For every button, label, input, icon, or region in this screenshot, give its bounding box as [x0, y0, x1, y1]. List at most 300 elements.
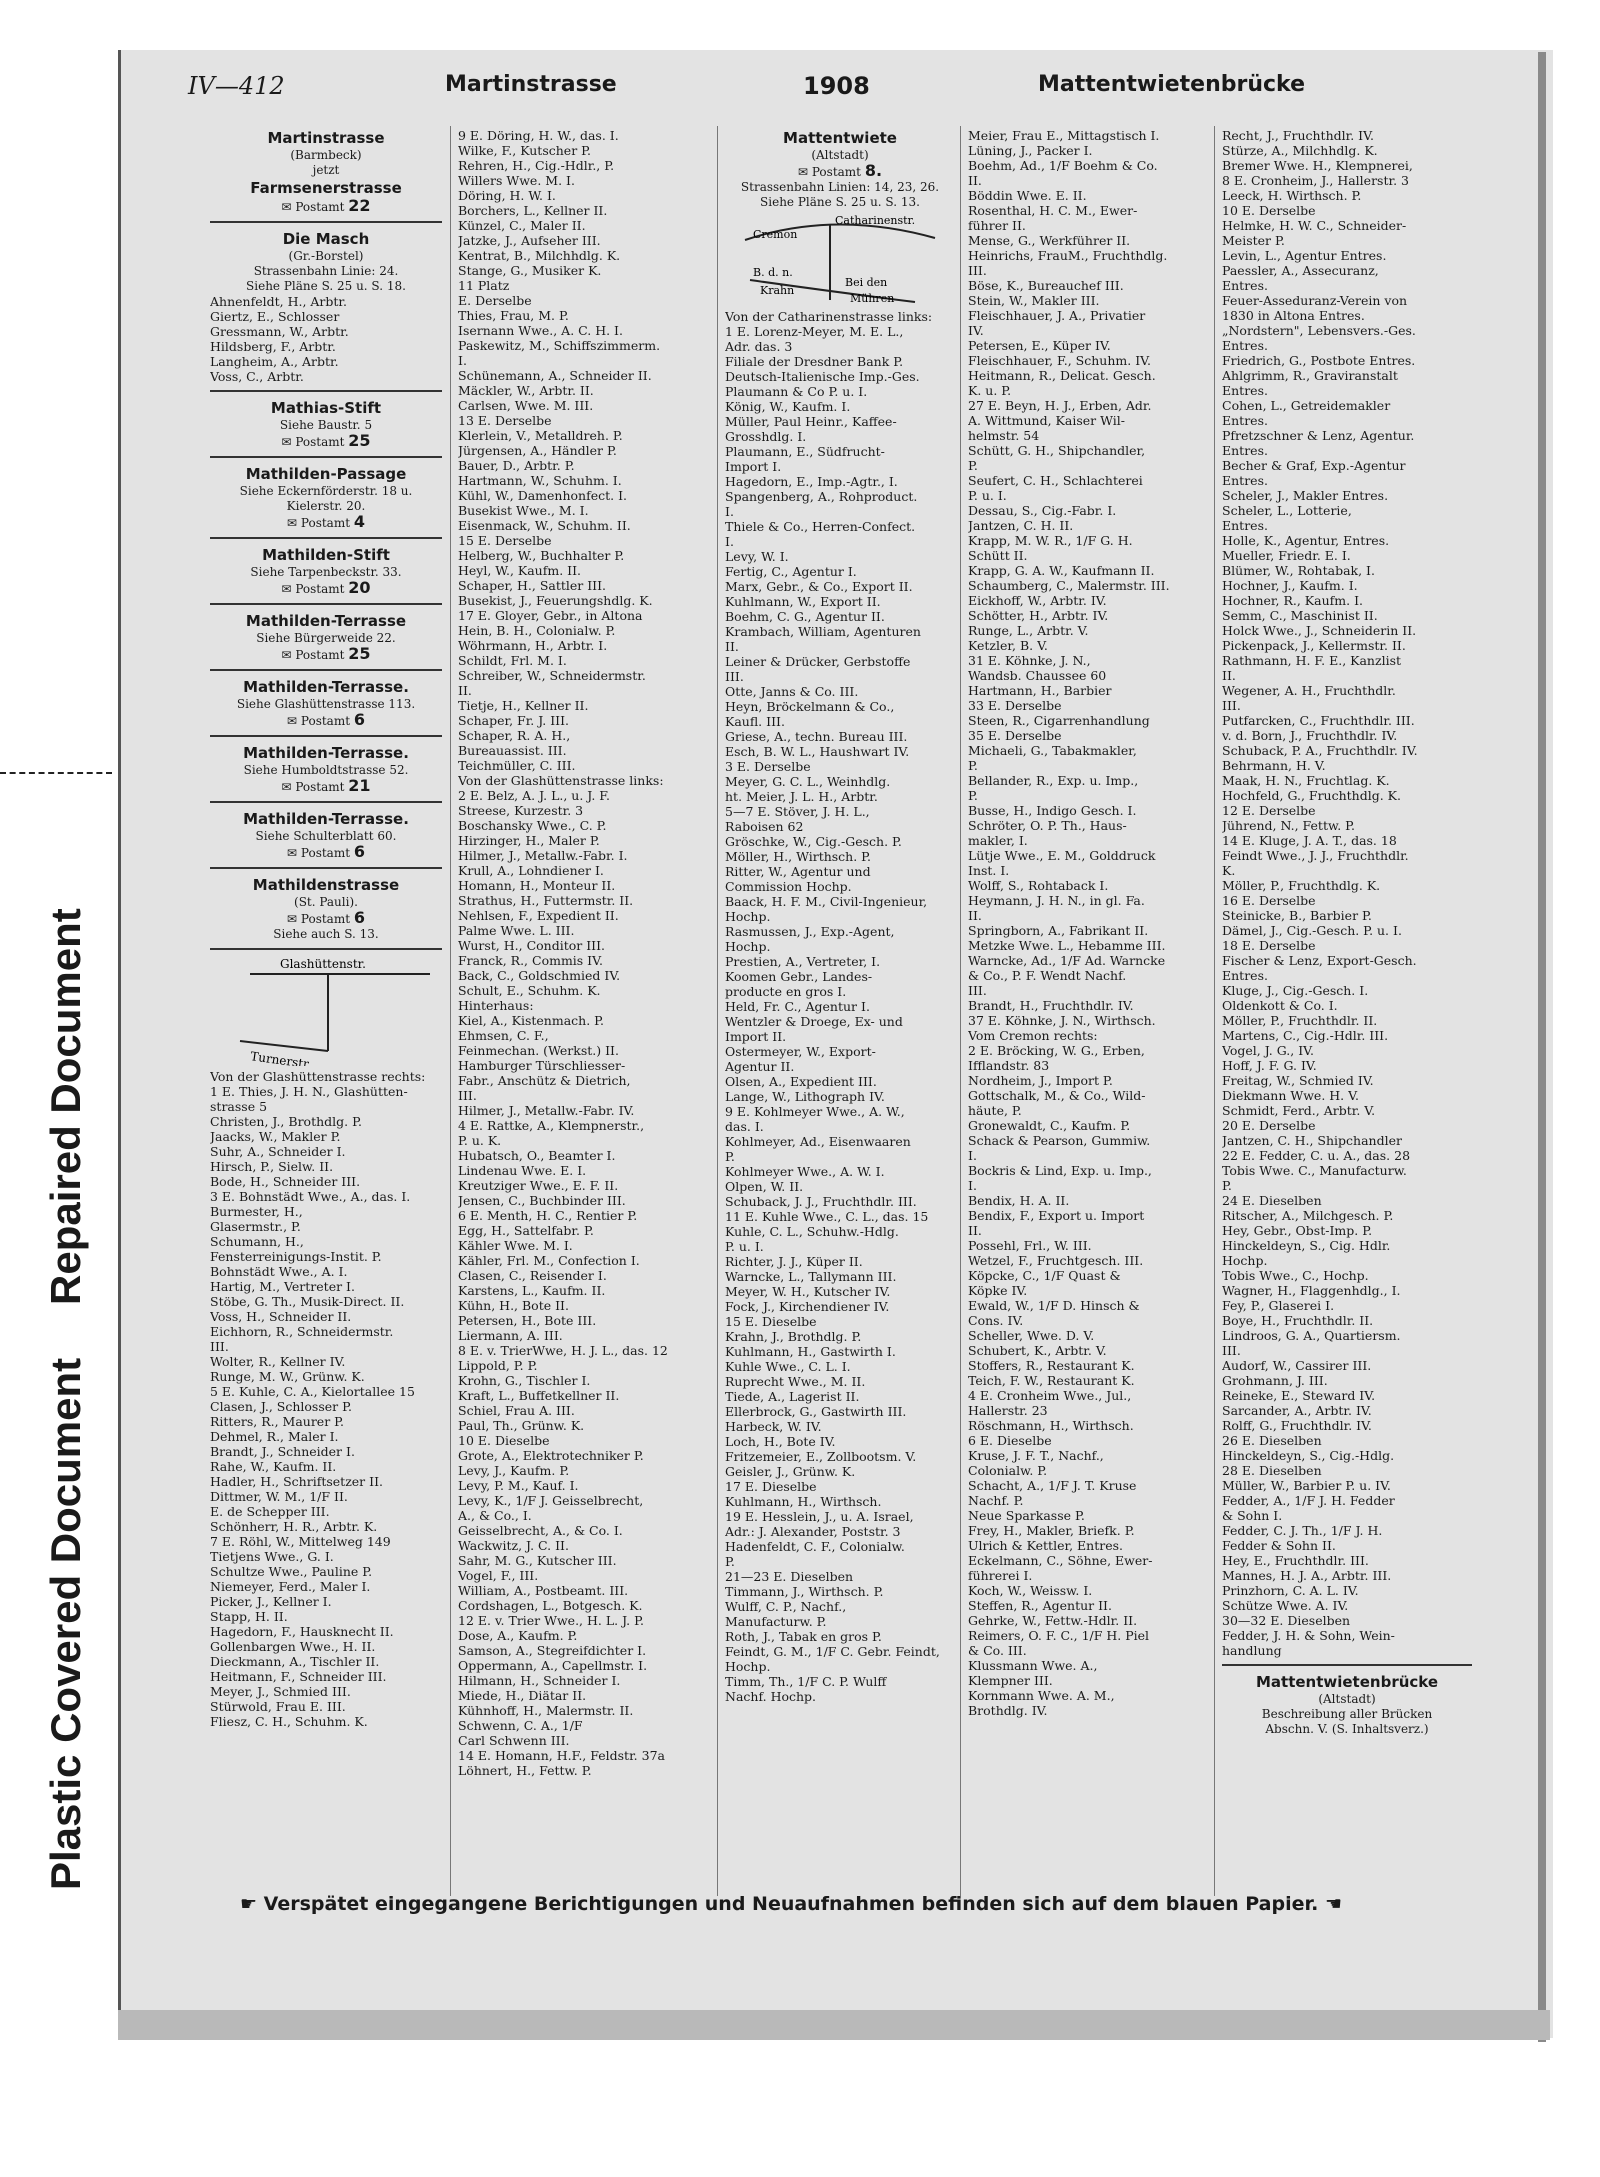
directory-line: Bohnstädt Wwe., A. I.: [210, 1264, 348, 1279]
directory-line: II.: [968, 908, 982, 923]
directory-line: Hochp.: [725, 939, 771, 954]
directory-line: Schuback, P. A., Fruchthdlr. IV.: [1222, 743, 1418, 758]
residents-list: [210, 1069, 442, 1729]
directory-line: 19 E. Hesslein, J., u. A. Israel,: [725, 1509, 914, 1524]
directory-line: Entres.: [1222, 338, 1268, 353]
street-title: Mathilden-Terrasse.: [243, 810, 409, 828]
postamt: [210, 910, 442, 927]
postamt: [210, 646, 442, 663]
postamt: [210, 514, 442, 531]
directory-line: Boehm, Ad., 1/F Boehm & Co.: [968, 158, 1158, 173]
directory-line: Klerlein, V., Metalldreh. P.: [458, 428, 623, 443]
directory-line: Mannes, H. J. A., Arbtr. III.: [1222, 1568, 1392, 1583]
street-title: Martinstrasse: [267, 129, 385, 147]
directory-line: Timm, Th., 1/F C. P. Wulff: [725, 1674, 887, 1689]
directory-line: Deutsch-Italienische Imp.-Ges.: [725, 369, 920, 384]
map-label: Cremon: [753, 228, 798, 241]
directory-line: Egg, H., Sattelfabr. P.: [458, 1223, 594, 1238]
street-title: Mattentwietenbrücke: [1255, 1673, 1439, 1691]
map-street-label: Turnerstr.: [249, 1049, 313, 1066]
directory-line: Nordheim, J., Import P.: [968, 1073, 1113, 1088]
directory-line: Grosshdlg. I.: [725, 429, 807, 444]
street-title: Farmsenerstrasse: [250, 179, 402, 197]
directory-line: Olpen, W. II.: [725, 1179, 804, 1194]
directory-line: Scheller, Wwe. D. V.: [968, 1328, 1095, 1343]
directory-line: Schildt, Frl. M. I.: [458, 653, 567, 668]
directory-line: Schünemann, A., Schneider II.: [458, 368, 652, 383]
directory-line: Blümer, W., Rohtabak, I.: [1222, 563, 1375, 578]
directory-line: 2 E. Bröcking, W. G., Erben,: [968, 1043, 1145, 1058]
directory-line: Heinrichs, FrauM., Fruchthdlg.: [968, 248, 1168, 263]
envelope-icon: ✉: [287, 912, 301, 926]
directory-line: Lindenau Wwe. E. I.: [458, 1163, 587, 1178]
directory-line: Pickenpack, J., Kellermstr. II.: [1222, 638, 1406, 653]
directory-line: Jantzen, C. H., Shipchandler: [1222, 1133, 1402, 1148]
postamt-number: 20: [348, 578, 371, 597]
directory-line: Rosenthal, H. C. M., Ewer-: [968, 203, 1138, 218]
postamt-number: 25: [348, 431, 371, 450]
map-label: Mühren: [850, 292, 895, 305]
directory-line: Nehlsen, F., Expedient II.: [458, 908, 619, 923]
directory-line: Möller, P., Fruchthdlg. K.: [1222, 878, 1381, 893]
directory-line: Samson, A., Stegreifdichter I.: [458, 1643, 647, 1658]
directory-line: Mense, G., Werkführer II.: [968, 233, 1131, 248]
column-2: [458, 128, 710, 1778]
column-3: [725, 128, 955, 1704]
directory-line: Scheler, L., Lotterie,: [1222, 503, 1352, 518]
directory-line: Strathus, H., Futtermstr. II.: [458, 893, 634, 908]
directory-line: Colonialw. P.: [968, 1463, 1048, 1478]
street-title: Mathilden-Terrasse.: [243, 678, 409, 696]
directory-line: P. u. I.: [725, 1239, 764, 1254]
directory-line: III.: [458, 1088, 477, 1103]
directory-line: Holck Wwe., J., Schneiderin II.: [1222, 623, 1417, 638]
directory-line: Kaufl. III.: [725, 714, 785, 729]
directory-line: Behrmann, H. V.: [1222, 758, 1326, 773]
directory-line: Prinzhorn, C. A. L. IV.: [1222, 1583, 1359, 1598]
directory-line: Tobis Wwe., C., Hochp.: [1222, 1268, 1369, 1283]
directory-line: Schiel, Frau A. III.: [458, 1403, 575, 1418]
directory-line: 11 Platz: [458, 278, 510, 293]
directory-line: Levin, L., Agentur Entres.: [1222, 248, 1387, 263]
directory-line: Jantzen, C. H. II.: [968, 518, 1074, 533]
footer-note: ☛ Verspätet eingegangene Berichtigungen und Neuaufnahmen befinden sich auf dem blauen Papier. ☚: [240, 1893, 1343, 1915]
directory-line: Feindt, G. M., 1/F C. Gebr. Feindt,: [725, 1644, 940, 1659]
directory-line: Kuhle Wwe., C. L. I.: [725, 1359, 851, 1374]
directory-line: Schütze Wwe. A. IV.: [1222, 1598, 1349, 1613]
directory-line: Jaacks, W., Makler P.: [210, 1129, 341, 1144]
directory-line: 18 E. Derselbe: [1222, 938, 1316, 953]
directory-line: handlung: [1222, 1643, 1282, 1658]
directory-line: Gollenbargen Wwe., H. II.: [210, 1639, 376, 1654]
directory-line: K. u. P.: [968, 383, 1012, 398]
directory-line: Bremer Wwe. H., Klempnerei,: [1222, 158, 1413, 173]
directory-line: Levy, K., 1/F J. Geisselbrecht,: [458, 1493, 644, 1508]
map-label: Bei den: [845, 276, 888, 289]
directory-line: Gottschalk, M., & Co., Wild-: [968, 1088, 1146, 1103]
divider: [210, 735, 442, 737]
street-note: Siehe Humboldtstrasse 52.: [243, 763, 409, 777]
directory-line: A., & Co., I.: [458, 1508, 532, 1523]
directory-line: 6 E. Menth, H. C., Rentier P.: [458, 1208, 638, 1223]
directory-line: P.: [968, 758, 978, 773]
directory-line: Giertz, E., Schlosser: [210, 309, 340, 324]
directory-line: Gronewaldt, C., Kaufm. P.: [968, 1118, 1131, 1133]
directory-line: Heymann, J. H. N., in gl. Fa.: [968, 893, 1145, 908]
directory-line: Ewald, W., 1/F D. Hinsch &: [968, 1298, 1140, 1313]
directory-line: Oldenkott & Co. I.: [1222, 998, 1338, 1013]
postamt-number: 25: [348, 644, 371, 663]
directory-line: 24 E. Dieselben: [1222, 1193, 1322, 1208]
directory-line: Paessler, A., Assecuranz,: [1222, 263, 1379, 278]
column-divider: [450, 126, 451, 1896]
postamt: [210, 433, 442, 450]
directory-line: Back, C., Goldschmied IV.: [458, 968, 621, 983]
directory-line: Thiele & Co., Herren-Confect.: [725, 519, 916, 534]
directory-line: Cohen, L., Getreidemakler: [1222, 398, 1391, 413]
directory-line: Koch, W., Weissw. I.: [968, 1583, 1093, 1598]
directory-line: III.: [1222, 698, 1241, 713]
directory-line: Rathmann, H. F. E., Kanzlist: [1222, 653, 1402, 668]
directory-line: Hochner, R., Kaufm. I.: [1222, 593, 1363, 608]
directory-line: Kohlmeyer, Ad., Eisenwaaren: [725, 1134, 911, 1149]
postamt-number: 22: [348, 196, 371, 215]
directory-line: 17 E. Gloyer, Gebr., in Altona: [458, 608, 643, 623]
directory-line: 10 E. Derselbe: [1222, 203, 1316, 218]
directory-line: A. Wittmund, Kaiser Wil-: [968, 413, 1125, 428]
directory-line: Boehm, C. G., Agentur II.: [725, 609, 885, 624]
directory-line: Hirsch, P., Sielw. II.: [210, 1159, 334, 1174]
divider: [210, 867, 442, 869]
postamt-number: 6: [353, 908, 365, 927]
directory-line: Fedder, A., 1/F J. H. Fedder: [1222, 1493, 1395, 1508]
directory-line: Schütt, G. H., Shipchandler,: [968, 443, 1146, 458]
directory-line: 1 E. Thies, J. H. N., Glashütten-: [210, 1084, 408, 1099]
directory-line: Fabr., Anschütz & Dietrich,: [458, 1073, 631, 1088]
directory-line: Tobis Wwe. C., Manufacturw.: [1222, 1163, 1407, 1178]
directory-line: Hein, B. H., Colonialw. P.: [458, 623, 616, 638]
directory-line: 1 E. Lorenz-Meyer, M. E. L.,: [725, 324, 904, 339]
directory-line: führerei I.: [968, 1568, 1033, 1583]
directory-line: 37 E. Köhnke, J. N., Wirthsch.: [968, 1013, 1156, 1028]
map-street-label: Glashüttenstr.: [280, 957, 366, 971]
postamt-number: 4: [353, 512, 365, 531]
directory-line: E. Derselbe: [458, 293, 532, 308]
directory-line: Christen, J., Brothdlg. P.: [210, 1114, 362, 1129]
street-note: (St. Pauli).: [294, 895, 358, 909]
directory-line: Marx, Gebr., & Co., Export II.: [725, 579, 913, 594]
directory-line: Kluge, J., Cig.-Gesch. I.: [1222, 983, 1369, 998]
postamt-label: Postamt: [300, 912, 351, 926]
directory-line: III.: [1222, 1343, 1241, 1358]
postamt-label: Postamt: [295, 200, 345, 214]
directory-line: Levy, J., Kaufm. P.: [458, 1463, 570, 1478]
directory-line: Hey, Gebr., Obst-Imp. P.: [1222, 1223, 1373, 1238]
directory-line: William, A., Postbeamt. III.: [458, 1583, 629, 1598]
directory-line: Levy, W. I.: [725, 549, 789, 564]
directory-line: Spangenberg, A., Rohproduct.: [725, 489, 918, 504]
directory-line: Eichhorn, R., Schneidermstr.: [210, 1324, 394, 1339]
directory-line: Paskewitz, M., Schiffszimmerm.: [458, 338, 661, 353]
directory-line: Jürgensen, A., Händler P.: [458, 443, 617, 458]
left-running-head: Martinstrasse: [445, 72, 617, 97]
directory-line: Loch, H., Bote IV.: [725, 1434, 836, 1449]
directory-line: Meyer, J., Schmied III.: [210, 1684, 351, 1699]
directory-line: Dose, A., Kaufm. P.: [458, 1628, 578, 1643]
directory-line: Schult, E., Schuhm. K.: [458, 983, 601, 998]
directory-line: Fedder, J. H. & Sohn, Wein-: [1222, 1628, 1395, 1643]
directory-line: & Co., P. F. Wendt Nachf.: [968, 968, 1127, 983]
directory-line: Tietje, H., Kellner II.: [458, 698, 589, 713]
directory-line: Wurst, H., Conditor III.: [458, 938, 605, 953]
pointing-hand-icon: ☛: [240, 1893, 258, 1915]
directory-line: Thies, Frau, M. P.: [458, 308, 569, 323]
street-note: Siehe Bürgerweide 22.: [256, 631, 396, 645]
directory-line: 20 E. Derselbe: [1222, 1118, 1316, 1133]
directory-line: Kraft, L., Buffetkellner II.: [458, 1388, 620, 1403]
postamt: [210, 778, 442, 795]
directory-line: Meyer, W. H., Kutscher IV.: [725, 1284, 891, 1299]
directory-line: Kohlmeyer Wwe., A. W. I.: [725, 1164, 885, 1179]
directory-line: das. I.: [725, 1119, 764, 1134]
directory-line: Ahlgrimm, R., Graviranstalt: [1222, 368, 1398, 383]
directory-line: 9 E. Döring, H. W., das. I.: [458, 128, 619, 143]
directory-line: Miede, H., Diätar II.: [458, 1688, 587, 1703]
directory-line: Von der Catharinenstrasse links:: [725, 309, 933, 324]
directory-line: Carlsen, Wwe. M. III.: [458, 398, 594, 413]
directory-line: Stöbe, G. Th., Musik-Direct. II.: [210, 1294, 405, 1309]
directory-line: Schaper, H., Sattler III.: [458, 578, 607, 593]
directory-line: Adr.: J. Alexander, Poststr. 3: [725, 1524, 901, 1539]
divider: [210, 221, 442, 223]
directory-line: Möller, P., Fruchthdlr. II.: [1222, 1013, 1378, 1028]
street-title: Mathilden-Terrasse.: [243, 744, 409, 762]
directory-line: Krapp, M. W. R., 1/F G. H.: [968, 533, 1133, 548]
directory-line: 33 E. Derselbe: [968, 698, 1062, 713]
directory-line: 22 E. Fedder, C. u. A., das. 28: [1222, 1148, 1411, 1163]
directory-line: Wentzler & Droege, Ex- und: [725, 1014, 903, 1029]
directory-line: Frey, H., Makler, Briefk. P.: [968, 1523, 1135, 1538]
directory-line: Commission Hochp.: [725, 879, 852, 894]
directory-line: Döring, H. W. I.: [458, 188, 556, 203]
postamt-label: Postamt: [295, 435, 345, 449]
directory-line: I.: [725, 534, 734, 549]
directory-line: Inst. I.: [968, 863, 1010, 878]
directory-line: Stein, W., Makler III.: [968, 293, 1100, 308]
directory-line: 2 E. Belz, A. J. L., u. J. F.: [458, 788, 610, 803]
directory-line: Schaper, R. A. H.,: [458, 728, 571, 743]
directory-line: Voss, H., Schneider II.: [210, 1309, 352, 1324]
directory-line: Köpke IV.: [968, 1283, 1028, 1298]
directory-line: Burmester, H.,: [210, 1204, 303, 1219]
column-4: [968, 128, 1208, 1718]
directory-line: II.: [458, 683, 472, 698]
directory-line: Kähler, Frl. M., Confection I.: [458, 1253, 640, 1268]
directory-line: Hey, E., Fruchthdlr. III.: [1222, 1553, 1369, 1568]
directory-line: Oppermann, A., Capellmstr. I.: [458, 1658, 648, 1673]
page-number: IV—412: [188, 72, 285, 100]
directory-line: Friedrich, G., Postbote Entres.: [1222, 353, 1416, 368]
column-divider: [960, 126, 961, 1896]
directory-line: Kuhlmann, H., Wirthsch.: [725, 1494, 882, 1509]
directory-line: Fischer & Lenz, Export-Gesch.: [1222, 953, 1417, 968]
directory-line: Feindt Wwe., J. J., Fruchthdlr.: [1222, 848, 1409, 863]
directory-line: Schmidt, Ferd., Arbtr. V.: [1222, 1103, 1376, 1118]
directory-line: Hochp.: [1222, 1253, 1268, 1268]
directory-line: Böse, K., Bureauchef III.: [968, 278, 1124, 293]
divider: [210, 390, 442, 392]
directory-line: Lütje Wwe., E. M., Golddruck: [968, 848, 1156, 863]
repaired-document-label: Repaired Document: [42, 908, 89, 1305]
directory-line: Fleischhauer, F., Schuhm. IV.: [968, 353, 1151, 368]
directory-line: Sahr, M. G., Kutscher III.: [458, 1553, 617, 1568]
directory-line: Wagner, H., Flaggenhdlg., I.: [1222, 1283, 1401, 1298]
directory-line: Dittmer, W. M., 1/F II.: [210, 1489, 348, 1504]
postamt-label: Postamt: [295, 780, 345, 794]
directory-line: Entres.: [1222, 473, 1268, 488]
directory-line: P.: [1222, 1178, 1232, 1193]
directory-line: Kiel, A., Kistenmach. P.: [458, 1013, 605, 1028]
directory-line: Busse, H., Indigo Gesch. I.: [968, 803, 1137, 818]
street-title: Mathilden-Stift: [262, 546, 390, 564]
directory-line: Dessau, S., Cig.-Fabr. I.: [968, 503, 1117, 518]
directory-line: Helmke, H. W. C., Schneider-: [1222, 218, 1407, 233]
directory-line: Stürze, A., Milchhdlg. K.: [1222, 143, 1378, 158]
directory-line: Brothdlg. IV.: [968, 1703, 1048, 1718]
directory-line: Eckelmann, C., Söhne, Ewer-: [968, 1553, 1153, 1568]
district: (Altstadt): [811, 148, 869, 162]
directory-line: 14 E. Kluge, J. A. T., das. 18: [1222, 833, 1397, 848]
directory-line: Jensen, C., Buchbinder III.: [458, 1193, 626, 1208]
street-note: Siehe Pläne S. 25 u. S. 18.: [246, 279, 406, 293]
envelope-icon: ✉: [281, 200, 296, 214]
directory-line: Fock, J., Kirchendiener IV.: [725, 1299, 890, 1314]
directory-line: Meister P.: [1222, 233, 1285, 248]
directory-line: Fensterreinigungs-Instit. P.: [210, 1249, 382, 1264]
directory-line: Glasermstr., P.: [210, 1219, 301, 1234]
postamt: [210, 198, 442, 215]
directory-line: Krambach, William, Agenturen: [725, 624, 921, 639]
directory-line: Ritter, W., Agentur und: [725, 864, 871, 879]
directory-line: I.: [968, 1178, 977, 1193]
directory-line: Wetzel, F., Fruchtgesch. III.: [968, 1253, 1144, 1268]
directory-line: häute, P.: [968, 1103, 1022, 1118]
directory-line: Neue Sparkasse P.: [968, 1508, 1085, 1523]
street-title: Mattentwiete: [783, 129, 897, 147]
directory-line: helmstr. 54: [968, 428, 1040, 443]
directory-line: Geisselbrecht, A., & Co. I.: [458, 1523, 623, 1538]
directory-line: Hildsberg, F., Arbtr.: [210, 339, 336, 354]
directory-line: Rolff, G., Fruchthdlr. IV.: [1222, 1418, 1372, 1433]
directory-line: II.: [1222, 668, 1236, 683]
directory-line: Warncke, Ad., 1/F Ad. Warncke: [968, 953, 1166, 968]
postamt-label: Postamt: [295, 582, 345, 596]
directory-line: Köpcke, C., 1/F Quast &: [968, 1268, 1121, 1283]
street-note: Strassenbahn Linie: 24.: [253, 264, 399, 278]
directory-line: Kuhlmann, H., Gastwirth I.: [725, 1344, 896, 1359]
directory-line: 21—23 E. Dieselben: [725, 1569, 854, 1584]
directory-line: Picker, J., Kellner I.: [210, 1594, 332, 1609]
map-label: B. d. n.: [753, 266, 793, 279]
street-note: Siehe auch S. 13.: [273, 927, 379, 941]
directory-line: Stange, G., Musiker K.: [458, 263, 602, 278]
directory-line: Palme Wwe. L. III.: [458, 923, 575, 938]
directory-line: III.: [210, 1339, 229, 1354]
directory-line: Müller, W., Barbier P. u. IV.: [1222, 1478, 1391, 1493]
directory-line: Esch, B. W. L., Haushwart IV.: [725, 744, 910, 759]
street-note: Siehe Baustr. 5: [279, 418, 373, 432]
directory-line: Brandt, J., Schneider I.: [210, 1444, 355, 1459]
directory-line: Wolff, S., Rohtaback I.: [968, 878, 1109, 893]
directory-line: Niemeyer, Ferd., Maler I.: [210, 1579, 371, 1594]
directory-line: II.: [725, 639, 739, 654]
street-title: Mathias-Stift: [270, 399, 382, 417]
directory-line: Gröschke, W., Cig.-Gesch. P.: [725, 834, 902, 849]
directory-line: P.: [968, 458, 978, 473]
directory-line: Hilmann, H., Schneider I.: [458, 1673, 621, 1688]
directory-line: Rahe, W., Kaufm. II.: [210, 1459, 337, 1474]
directory-line: Harbeck, W. IV.: [725, 1419, 822, 1434]
directory-line: Müller, Paul Heinr., Kaffee-: [725, 414, 897, 429]
directory-line: Grohmann, J. III.: [1222, 1373, 1328, 1388]
directory-line: Filiale der Dresdner Bank P.: [725, 354, 904, 369]
directory-line: Martens, C., Cig.-Hdlr. III.: [1222, 1028, 1389, 1043]
year-head: 1908: [803, 72, 870, 100]
directory-line: Streese, Kurzestr. 3: [458, 803, 584, 818]
directory-line: Boye, H., Fruchthdlr. II.: [1222, 1313, 1374, 1328]
directory-line: II.: [968, 173, 982, 188]
directory-line: Reineke, E., Steward IV.: [1222, 1388, 1376, 1403]
directory-line: Heyl, W., Kaufm. II.: [458, 563, 582, 578]
divider: [210, 537, 442, 539]
directory-line: Plaumann & Co P. u. I.: [725, 384, 868, 399]
directory-line: Wandsb. Chaussee 60: [968, 668, 1107, 683]
directory-line: makler, I.: [968, 833, 1028, 848]
directory-line: Entres.: [1222, 518, 1268, 533]
directory-line: Hamburger Türschliesser-: [458, 1058, 626, 1073]
directory-line: Böddin Wwe. E. II.: [968, 188, 1087, 203]
street-title: Mathilden-Passage: [245, 465, 407, 483]
directory-line: v. d. Born, J., Fruchthdlr. IV.: [1222, 728, 1398, 743]
directory-line: Freitag, W., Schmied IV.: [1222, 1073, 1374, 1088]
directory-line: Hubatsch, O., Beamter I.: [458, 1148, 616, 1163]
directory-line: P. u. I.: [968, 488, 1007, 503]
postamt-number: 21: [348, 776, 371, 795]
directory-line: Bockris & Lind, Exp. u. Imp.,: [968, 1163, 1152, 1178]
directory-line: Tiede, A., Lagerist II.: [725, 1389, 860, 1404]
divider: [210, 603, 442, 605]
directory-line: Reimers, O. F. C., 1/F H. Piel: [968, 1628, 1150, 1643]
directory-line: Agentur II.: [725, 1059, 795, 1074]
directory-line: Runge, L., Arbtr. V.: [968, 623, 1089, 638]
directory-line: Bode, H., Schneider III.: [210, 1174, 361, 1189]
directory-line: Ellerbrock, G., Gastwirth III.: [725, 1404, 907, 1419]
postamt-label: Postamt: [300, 714, 351, 728]
divider: [210, 669, 442, 671]
directory-line: Bauer, D., Arbtr. P.: [458, 458, 575, 473]
directory-line: Jatzke, J., Aufseher III.: [458, 233, 601, 248]
directory-line: Leiner & Drücker, Gerbstoffe: [725, 654, 911, 669]
directory-line: Wilke, F., Kutscher P.: [458, 143, 591, 158]
directory-line: Röschmann, H., Wirthsch.: [968, 1418, 1134, 1433]
directory-line: Scheler, J., Makler Entres.: [1222, 488, 1389, 503]
directory-line: Runge, M. W., Grünw. K.: [210, 1369, 365, 1384]
cremon-map: [725, 210, 955, 306]
directory-line: P. u. K.: [458, 1133, 502, 1148]
plan-ref: Siehe Pläne S. 25 u. S. 13.: [760, 195, 920, 209]
directory-line: Meier, Frau E., Mittagstisch I.: [968, 128, 1160, 143]
directory-line: Hinckeldeyn, S., Cig. Hdlr.: [1222, 1238, 1391, 1253]
